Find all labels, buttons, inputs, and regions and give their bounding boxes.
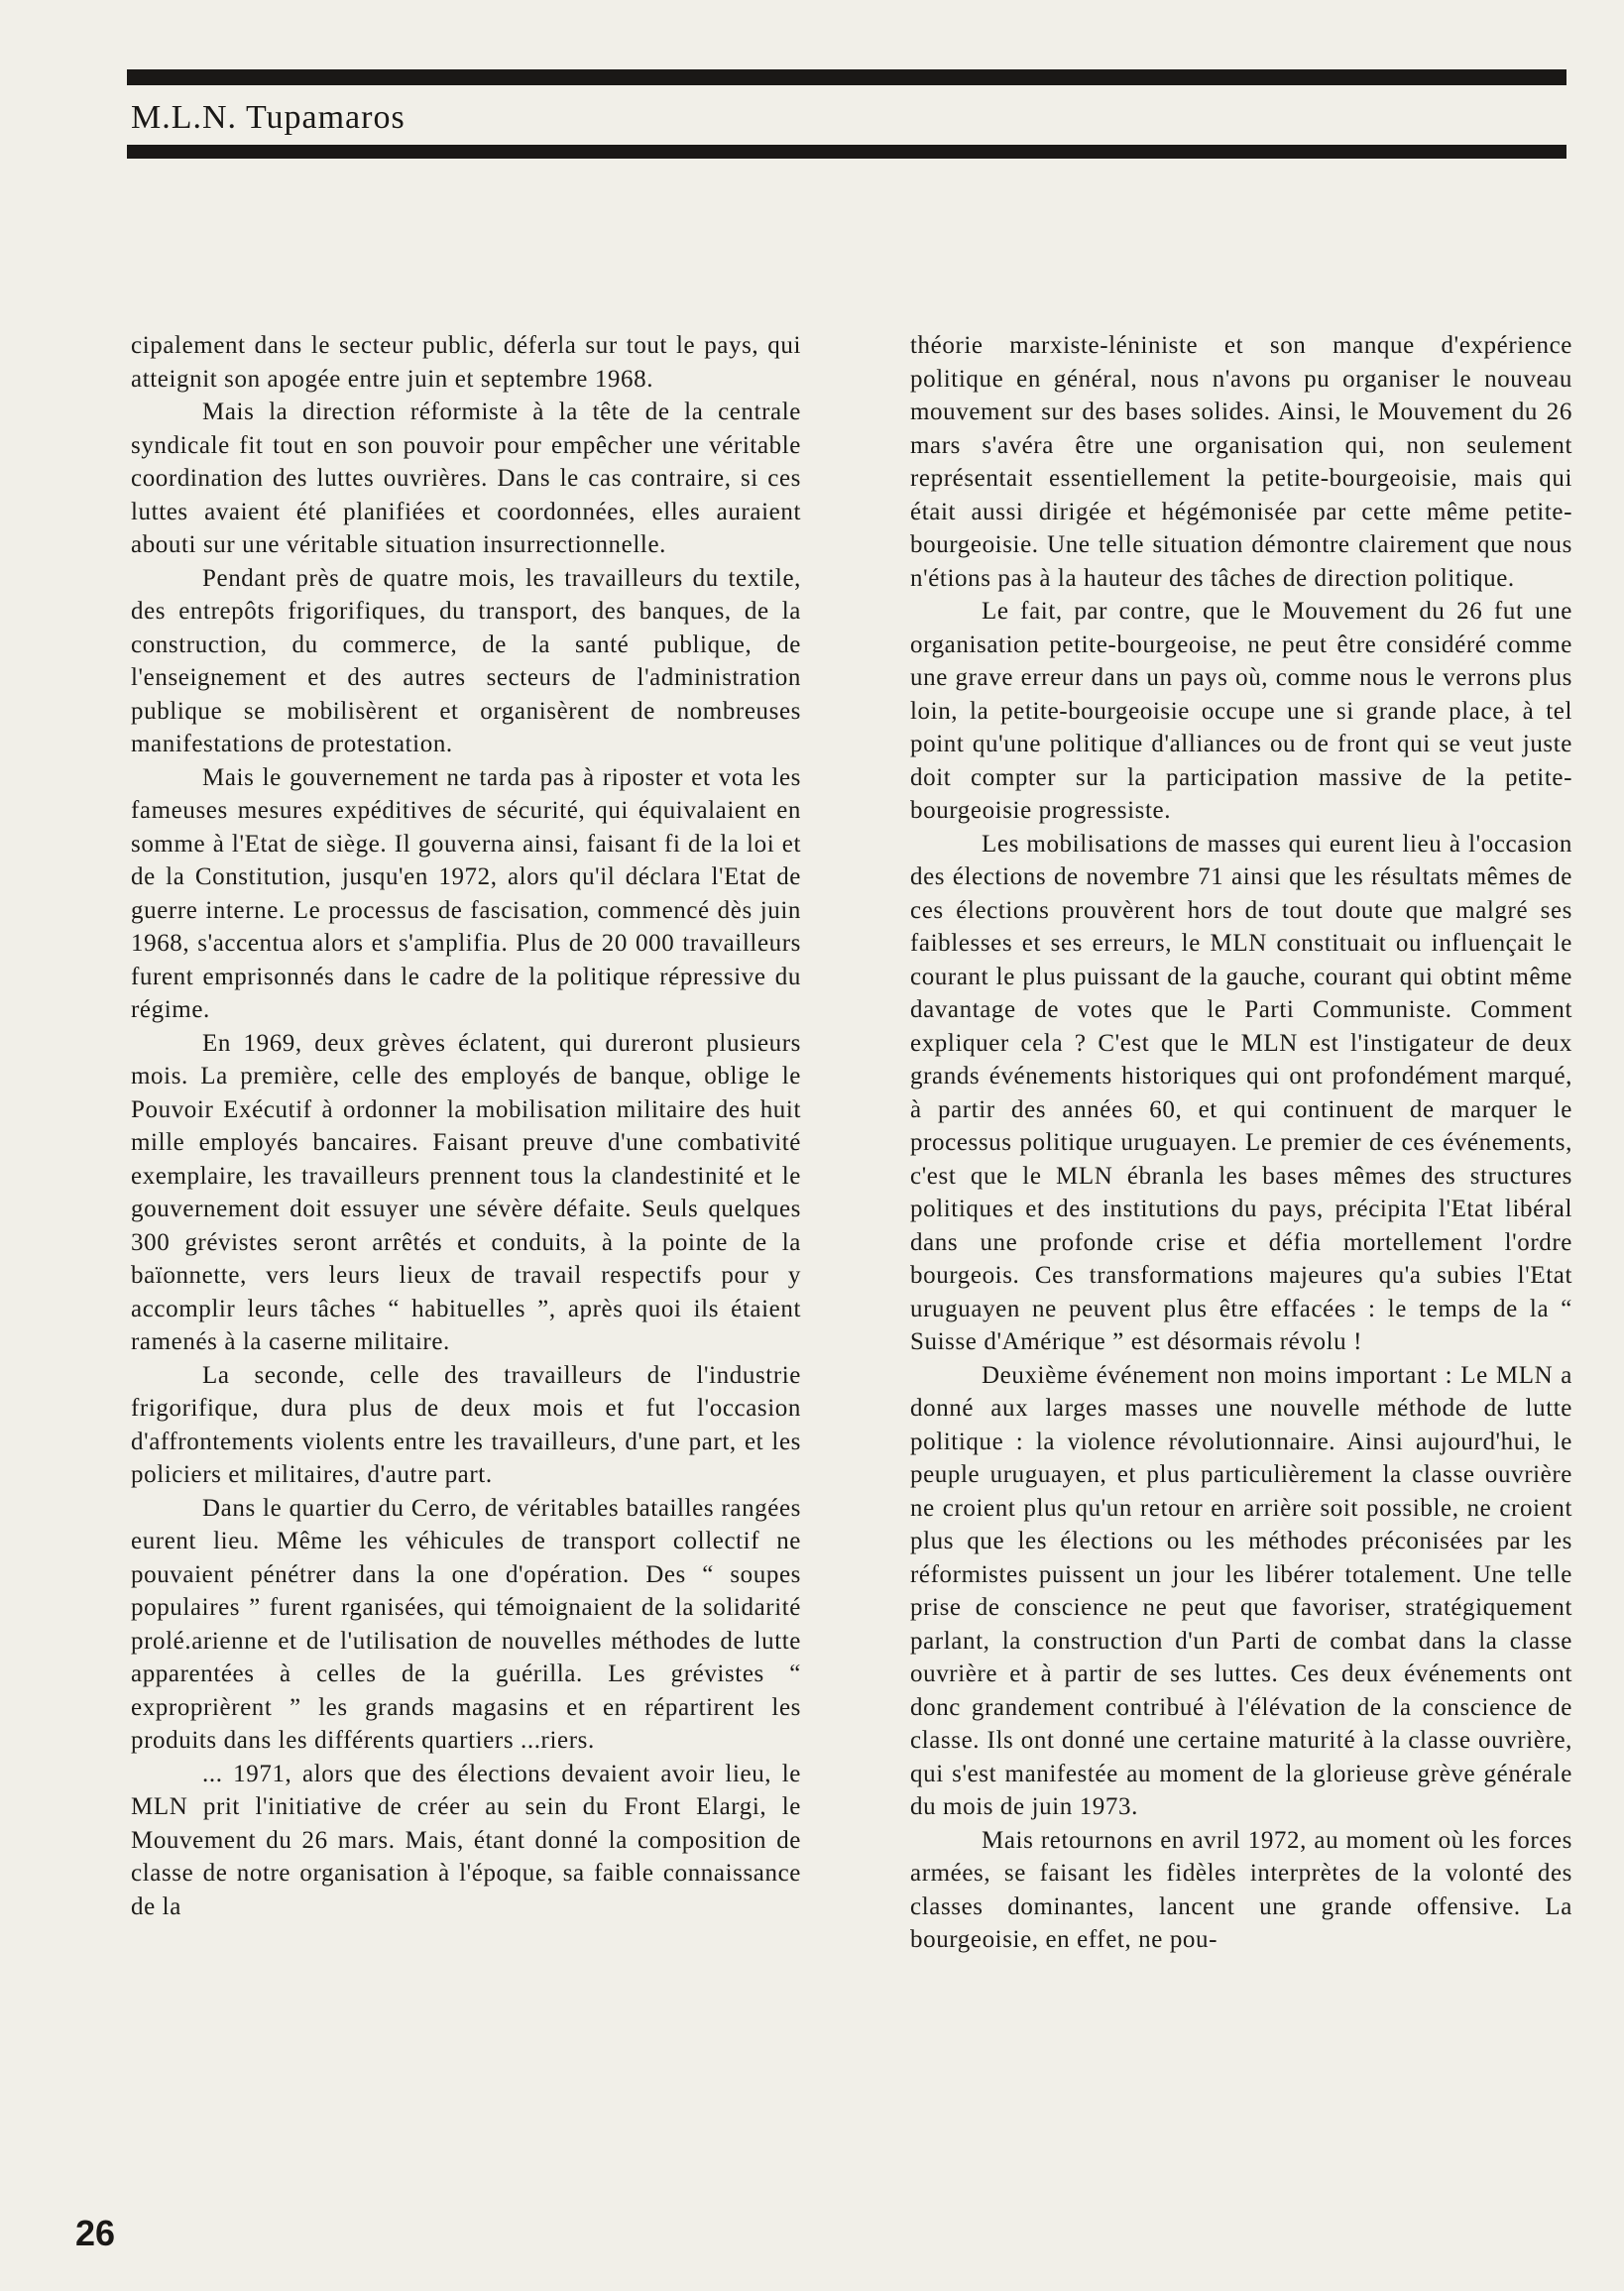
- paragraph: Les mobilisations de masses qui eurent lieu à l'occasion des élections de novembre 71 ainsi que les résultats mêmes de ces élections prouvèrent hors de tout doute que malgré ses faiblesses et ses erreurs, le MLN constituait ou influençait le courant le plus puissant de la gauche, courant qui obtint même davantage de votes que le Parti Communiste. Comment expliquer cela ? C'est que le MLN est l'instigateur de deux grands événements historiques qui ont profondément marqué, à partir des années 60, et qui continuent de marquer le processus politique uruguayen. Le premier de ces événements, c'est que le MLN ébranla les bases mêmes des structures politiques et des institutions du pays, précipita l'Etat libéral dans une profonde crise et défia mortellement l'ordre bourgeois. Ces transformations majeures qu'a subies l'Etat uruguayen ne peuvent plus être effacées : le temps de la “ Suisse d'Amérique ” est désormais révolu !: [910, 830, 1572, 1355]
- paragraph: Mais le gouvernement ne tarda pas à riposter et vota les fameuses mesures expéditives de sécurité, qui équivalaient en somme à l'Etat de siège. Il gouverna ainsi, faisant fi de la loi et de la Constitution, jusqu'en 1972, alors qu'il déclara l'Etat de guerre interne. Le processus de fascisation, commencé dès juin 1968, s'accentua alors et s'amplifia. Plus de 20 000 travailleurs furent emprisonnés dans le cadre de la politique répressive du régime.: [131, 763, 801, 1023]
- header-rule-bottom: [127, 145, 1566, 159]
- paragraph: En 1969, deux grèves éclatent, qui dureront plusieurs mois. La première, celle des employés de banque, oblige le Pouvoir Exécutif à ordonner la mobilisation militaire des huit mille employés bancaires. Faisant preuve d'une combativité exemplaire, les travailleurs prennent tous la clandestinité et le gouvernement doit essuyer une sévère défaite. Seuls quelques 300 grévistes seront arrêtés et conduits, à la pointe de la baïonnette, vers leurs lieux de travail respectifs pour y accomplir leurs tâches “ habituelles ”, après quoi ils étaient ramenés à la caserne militaire.: [131, 1029, 801, 1355]
- running-title: M.L.N. Tupamaros: [131, 99, 406, 136]
- paragraph: Mais retournons en avril 1972, au moment où les forces armées, se faisant les fidèles interprètes de la volonté des classes dominantes, lancent une grande offensive. La bourgeoisie, en effet, ne pou-: [910, 1826, 1572, 1953]
- text-column-right: [910, 329, 1572, 1957]
- paragraph: ... 1971, alors que des élections devaient avoir lieu, le MLN prit l'initiative de créer au sein du Front Elargi, le Mouvement du 26 mars. Mais, étant donné la composition de classe de notre organisation à l'époque, sa faible connaissance de la: [131, 1760, 801, 1920]
- paragraph: Dans le quartier du Cerro, de véritables batailles rangées eurent lieu. Même les véhicules de transport collectif ne pouvaient pénétrer dans la one d'opération. Des “ soupes populaires ” furent rganisées, qui témoignaient de la solidarité prolé.arienne et de l'utilisation de nouvelles méthodes de lutte apparentées à celles de la guérilla. Les grévistes “ exproprièrent ” les grands magasins et en répartirent les produits dans les différents quartiers ...riers.: [131, 1494, 801, 1754]
- paragraph: théorie marxiste-léniniste et son manque d'expérience politique en général, nous n'avons pu organiser le nouveau mouvement sur des bases solides. Ainsi, le Mouvement du 26 mars s'avéra être une organisation qui, non seulement représentait essentiellement la petite-bourgeoisie, mais qui était aussi dirigée et hégémonisée par cette même petite-bourgeoisie. Une telle situation démontre clairement que nous n'étions pas à la hauteur des tâches de direction politique.: [910, 332, 1572, 592]
- paragraph: Deuxième événement non moins important : Le MLN a donné aux larges masses une nouvelle méthode de lutte politique : la violence révolutionnaire. Ainsi aujourd'hui, le peuple uruguayen, et plus particulièrement la classe ouvrière ne croient plus qu'un retour en arrière soit possible, ne croient plus que les élections ou les méthodes préconisées par les réformistes puissent un jour les libérer totalement. Une telle prise de conscience ne peut que favoriser, stratégiquement parlant, la construction d'un Parti de combat dans la classe ouvrière et à partir de ses luttes. Ces deux événements ont donc grandement contribué à l'élévation de la conscience de classe. Ils ont donné une certaine maturité à la classe ouvrière, qui s'est manifestée au moment de la glorieuse grève générale du mois de juin 1973.: [910, 1361, 1572, 1820]
- paragraph: Le fait, par contre, que le Mouvement du 26 fut une organisation petite-bourgeoise, ne peut être considéré comme une grave erreur dans un pays où, comme nous le verrons plus loin, la petite-bourgeoisie occupe une si grande place, à tel point qu'une politique d'alliances ou de front qui se veut juste doit compter sur la participation massive de la petite-bourgeoisie progressiste.: [910, 598, 1572, 824]
- paragraph: cipalement dans le secteur public, déferla sur tout le pays, qui atteignit son apogée entre juin et septembre 1968.: [131, 332, 801, 393]
- text-column-left: [131, 329, 801, 1923]
- paragraph: Pendant près de quatre mois, les travailleurs du textile, des entrepôts frigorifiques, du transport, des banques, de la construction, du commerce, de la santé publique, de l'enseignement et des autres secteurs de l'administration publique se mobilisèrent et organisèrent de nombreuses manifestations de protestation.: [131, 564, 801, 757]
- paragraph: La seconde, celle des travailleurs de l'industrie frigorifique, dura plus de deux mois et fut l'occasion d'affrontements violents entre les travailleurs, d'une part, et les policiers et militaires, d'autre part.: [131, 1361, 801, 1488]
- header-rule-top: [127, 69, 1566, 85]
- paragraph: Mais la direction réformiste à la tête de la centrale syndicale fit tout en son pouvoir pour empêcher une véritable coordination des luttes ouvrières. Dans le cas contraire, si ces luttes avaient été planifiées et coordonnées, elles auraient abouti sur une véritable situation insurrectionnelle.: [131, 399, 801, 558]
- page-number: 26: [75, 2213, 116, 2253]
